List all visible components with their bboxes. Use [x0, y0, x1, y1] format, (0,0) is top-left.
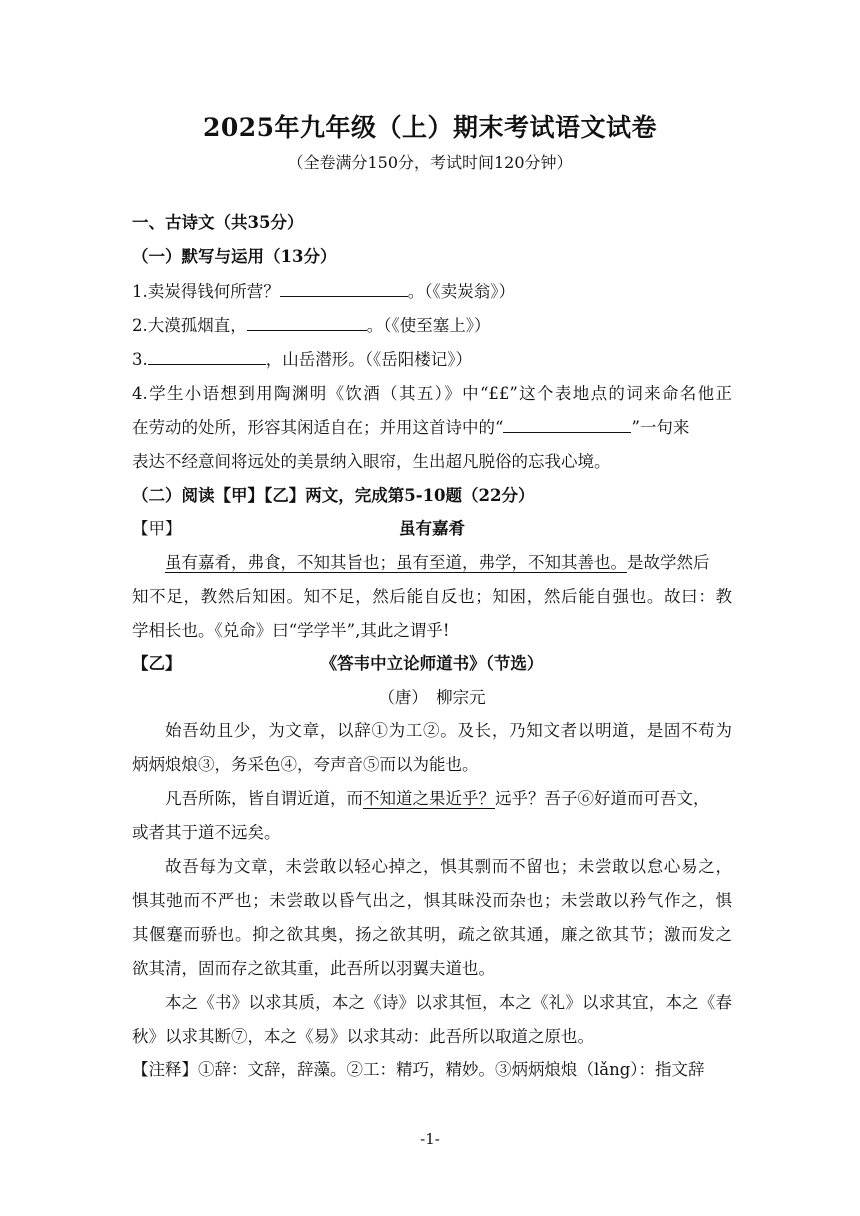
part2-heading: （二）阅读【甲】【乙】两文，完成第5-10题（22分）	[132, 486, 535, 505]
jia-title: 虽有嘉肴	[399, 519, 465, 538]
part1-heading: （一）默写与运用（13分）	[132, 247, 337, 266]
question-4-prefix: 在劳动的处所，形容其闲适自在；并用这首诗中的“	[132, 418, 504, 437]
yi-paragraph-a-line-2: 炳炳烺烺③，务采色④，夸声音⑤而以为能也。	[132, 755, 479, 774]
yi-paragraph-b-line-2: 或者其于道不远矣。	[132, 823, 281, 842]
jia-tag: 【甲】	[132, 519, 182, 538]
yi-paragraph-c-line-1: 故吾每为文章，未尝敢以轻心掉之，惧其剽而不留也；未尝敢以怠心易之，	[165, 857, 732, 876]
yi-paragraph-d-line-2: 秋》以求其断⑦，本之《易》以求其动：此吾所以取道之原也。	[132, 1027, 594, 1046]
yi-paragraph-b-line-1	[132, 787, 732, 811]
jia-line-1-rest: 是故学然后	[627, 553, 710, 572]
yi-paragraph-a-line-1: 始吾幼且少，为文章，以辞①为工②。及长，乃知文者以明道，是固不苟为	[165, 721, 732, 740]
page-title: 2025年九年级（上）期末考试语文试卷	[202, 113, 658, 142]
question-4-line-3: 表达不经意间将远处的美景纳入眼帘，生出超凡脱俗的忘我心境。	[132, 452, 611, 471]
question-1	[132, 280, 732, 304]
yi-b-pre: 凡吾所陈，皆自谓近道，而	[165, 789, 363, 808]
answer-blank[interactable]	[280, 280, 408, 297]
yi-title: 《答韦中立论师道书》（节选）	[320, 654, 544, 673]
page-subtitle: （全卷满分150分，考试时间120分钟）	[287, 153, 573, 172]
yi-notes: 【注释】①辞：文辞，辞藻。②工：精巧，精妙。③炳炳烺烺（lǎng）：指文辞	[132, 1060, 705, 1079]
question-4-line-1: 4.学生小语想到用陶渊明《饮酒（其五）》中“££”这个表地点的词来命名他正	[132, 384, 732, 403]
question-1-prefix: 1.卖炭得钱何所营？	[132, 282, 280, 301]
answer-blank[interactable]	[148, 348, 266, 365]
question-2-suffix: 。（《使至塞上》）	[366, 316, 491, 335]
question-2	[132, 314, 732, 338]
question-4-suffix: ”一句来	[631, 418, 690, 437]
jia-paragraph-line-2: 知不足，教然后知困。知不足，然后能自反也；知困，然后能自强也。故曰：教	[132, 587, 732, 606]
question-3-prefix: 3.	[132, 350, 148, 369]
jia-header	[132, 517, 732, 541]
question-3-suffix: ，山岳潜形。（《岳阳楼记》）	[265, 350, 472, 369]
yi-tag: 【乙】	[132, 654, 182, 673]
question-2-prefix: 2.大漠孤烟直，	[132, 316, 247, 335]
jia-paragraph-line-3: 学相长也。《兑命》曰“学学半”,其此之谓乎!	[132, 621, 450, 640]
jia-paragraph-line-1	[132, 551, 732, 575]
yi-b-post: 远乎？吾子⑥好道而可吾文，	[495, 789, 710, 808]
yi-paragraph-d-line-1: 本之《书》以求其质，本之《诗》以求其恒，本之《礼》以求其宜，本之《春	[165, 993, 732, 1012]
jia-underlined-sentence: 虽有嘉肴，弗食，不知其旨也；虽有至道，弗学，不知其善也。	[165, 553, 627, 572]
answer-blank[interactable]	[503, 416, 631, 433]
yi-header	[132, 652, 732, 676]
page-number: -1-	[420, 1130, 440, 1148]
question-4-line-2	[132, 416, 732, 440]
yi-paragraph-c-line-2: 惧其弛而不严也；未尝敢以昏气出之，惧其昧没而杂也；未尝敢以矜气作之，惧	[132, 891, 732, 910]
answer-blank[interactable]	[247, 314, 367, 331]
question-1-suffix: 。（《卖炭翁》）	[407, 282, 515, 301]
yi-paragraph-c-line-3: 其偃蹇而骄也。抑之欲其奥，扬之欲其明，疏之欲其通，廉之欲其节；激而发之	[132, 925, 732, 944]
yi-paragraph-c-line-4: 欲其清，固而存之欲其重，此吾所以羽翼夫道也。	[132, 959, 495, 978]
question-3	[132, 348, 732, 372]
yi-author: （唐） 柳宗元	[378, 688, 486, 707]
yi-underlined-sentence: 不知道之果近乎？	[363, 789, 495, 808]
section-heading: 一、古诗文（共35分）	[132, 213, 304, 232]
